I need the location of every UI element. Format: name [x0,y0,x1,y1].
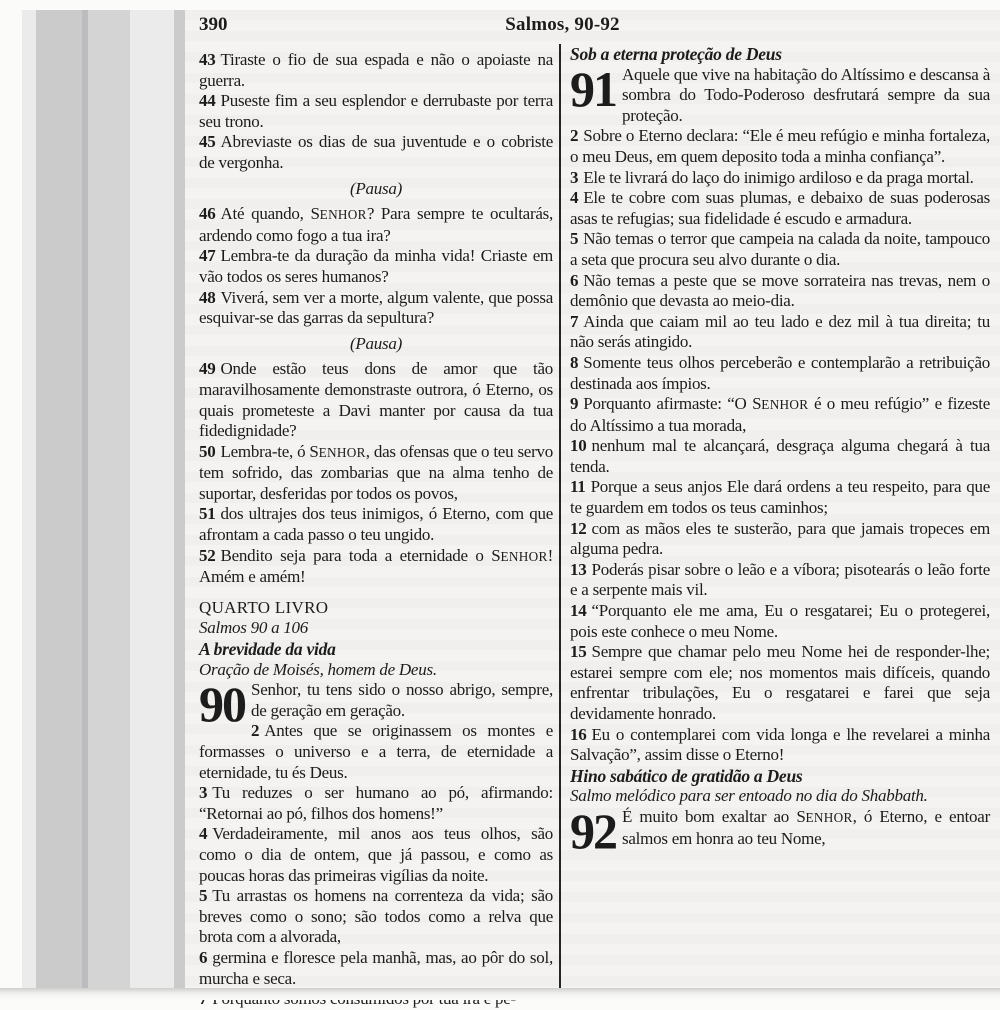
verse [199,50,553,91]
verse-number: 6 [570,270,579,290]
verse-number: 16 [570,724,587,744]
verse [199,721,553,783]
verse-number: 3 [199,783,208,803]
verse-number: 10 [570,436,587,456]
verse-text: Antes que se originassem os montes e formasses o universo e a terra, de eternidade a eternidade, tu és Deus. [199,721,553,782]
verse [570,642,990,724]
verse [570,802,990,859]
verse [199,886,553,948]
verse-text: dos ultrajes dos teus inimigos, ó Eterno, com que afrontam a cada passo o teu ungido. [199,504,553,545]
verse-number: 5 [199,886,208,906]
verse-text: Lembra-te da duração da minha vida! Criaste em vão todos os seres humanos? [199,246,553,286]
book-heading: QUARTO LIVRO [199,597,329,617]
verse-text: É muito bom exaltar ao SENHOR, ó Eterno, e entoar salmos em honra ao teu Nome, [622,806,990,848]
verse-number: 48 [199,287,216,307]
pausa-label: (Pausa) [349,178,403,198]
verse-number: 52 [199,545,216,565]
verse [570,560,990,601]
verse [199,359,553,441]
verse-number: 44 [199,91,216,111]
verse-number: 51 [199,504,216,524]
verse [570,725,990,766]
verse-number: 50 [199,441,216,461]
verse-text: Porque a seus anjos Ele dará ordens a teu respeito, para que te guardem em todos os teus caminhos; [570,477,990,518]
psalm-90-title: A brevidade da vida [199,639,336,660]
verse-number: 2 [570,126,579,146]
verse [199,504,553,545]
verse-number: 45 [199,132,216,152]
verse [570,271,990,312]
verse-number: 4 [199,824,208,844]
verse-text: germina e floresce pela manhã, mas, ao pôr do sol, murcha e seca. [199,947,553,988]
verse-text: com as mãos eles te susterão, para que jamais tropeces em alguma pedra. [570,518,990,559]
book-range: Salmos 90 a 106 [199,618,309,638]
verse-number: 7 [570,311,579,331]
verse [570,168,990,189]
verse [199,948,553,989]
verse-text: Bendito seja para toda a eternidade o SENHOR! Amém e amém! [199,545,553,587]
psalm-92-dropcap: 92 [570,802,616,859]
page-number: 390 [199,14,228,35]
running-head: Salmos, 90-92 [505,14,620,35]
verse-text: Ele te cobre com suas plumas, e debaixo de suas poderosas asas te refugias; sua fidelidade é escudo e armadura. [570,188,990,228]
verse-text: nenhum mal te alcançará, desgraça alguma chegará à tua tenda. [570,436,990,476]
verse-number: 15 [570,642,587,662]
verse [570,312,990,353]
verse-text: Lembra-te, ó SENHOR, das ofensas que o teu servo tem sofrido, das zombarias que na alma tenho de suportar, desferidas por todos os povos, [199,441,553,503]
psalm-91-title: Sob a eterna proteção de Deus [570,44,782,64]
pausa-label: (Pausa) [349,333,403,353]
verse-number: 43 [199,50,216,69]
verse-number: 6 [199,947,208,967]
verse [199,288,553,329]
verse [570,229,990,270]
verse [570,188,990,229]
verse [199,91,553,132]
verse-text: Porquanto afirmaste: “O SENHOR é o meu refúgio” e fizeste do Altíssimo a tua morada, [570,394,990,435]
verse [199,132,553,173]
verse-text: Puseste fim a seu esplendor e derrubaste por terra seu trono. [199,91,553,131]
verse-text: Até quando, SENHOR? Para sempre te ocultarás, ardendo como fogo a tua ira? [199,204,554,245]
verse [570,60,990,127]
left-column [185,44,559,1000]
verse-text: Não temas a peste que se move sorrateira nas trevas, nem o demônio que devasta ao meio-dia. [570,270,990,311]
psalm-90-subtitle: Oração de Moisés, homem de Deus. [199,659,437,679]
verse-text: Tiraste o fio de sua espada e não o apoiaste na guerra. [199,50,553,90]
psalm-92-title: Hino sabático de gratidão a Deus [570,765,803,786]
verse [199,676,553,733]
page-header [185,10,1000,44]
verse-text: Ainda que caiam mil ao teu lado e dez mil à tua direita; tu não serás atingido. [570,311,990,352]
verse-number: 46 [199,204,216,224]
verse [570,394,990,436]
verse-text: Poderás pisar sobre o leão e a víbora; pisotearás o leão forte e a serpente mais vil. [570,559,990,600]
verse-text: Somente teus olhos perceberão e contemplarão a retribuição destinada aos ímpios. [570,352,990,393]
verse-number: 2 [251,721,260,741]
verse-text: Sobre o Eterno declara: “Ele é meu refúgio e minha fortaleza, o meu Deus, em quem deposito toda a minha confiança”. [570,126,990,166]
verse-number: 4 [570,188,579,208]
verse-number: 11 [570,477,586,497]
verse [199,442,553,505]
verse-text: Onde estão teus dons de amor que tão maravilhosamente demonstraste outrora, ó Eterno, os quais prometeste a Davi manter por causa da tua fidedignidade? [199,359,553,441]
psalm-92-subtitle: Salmo melódico para ser entoado no dia do Shabbath. [570,786,928,806]
verse-text: Aquele que vive na habitação do Altíssimo e descansa à sombra do Todo-Poderoso desfrutará sempre da sua proteção. [622,64,990,125]
verse [199,246,553,287]
verse-text: Não temas o terror que campeia na calada da noite, tampouco a seta que procura seu alvo durante o dia. [570,229,990,269]
verse-number: 5 [570,229,579,249]
psalm-91-dropcap: 91 [570,60,616,117]
verse [199,783,553,824]
verse [570,477,990,518]
text-columns [185,44,1000,1000]
verse [199,204,553,246]
verse-number: 9 [570,394,579,414]
verse-text: “Porquanto ele me ama, Eu o resgatarei; Eu o protegerei, pois este conhece o meu Nome. [570,601,990,641]
verse-text: Tu reduzes o ser humano ao pó, afirmando: “Retornai ao pó, filhos dos homens!” [199,783,553,823]
verse-number: 3 [570,167,579,187]
right-column [561,44,1000,1000]
verse-number: 14 [570,601,587,621]
verse-number: 12 [570,518,587,538]
verse-number: 49 [199,359,216,379]
verse-number: 8 [570,352,579,372]
verse-text: Senhor, tu tens sido o nosso abrigo, sempre, de geração em geração. [251,680,553,720]
verse [570,436,990,477]
verse-text: Abreviaste os dias de sua juventude e o cobriste de vergonha. [199,132,553,172]
psalm-90-dropcap: 90 [199,676,245,733]
photo-bottom-edge [0,988,1000,1000]
verse-text: Tu arrastas os homens na correnteza da vida; são breves como o sono; são todos como a relva que brota com a alvorada, [199,886,553,947]
verse-number: 47 [199,246,216,266]
bible-page [185,10,1000,988]
verse-number: 13 [570,559,587,579]
verse [199,546,553,588]
verse [570,519,990,560]
verse [570,126,990,167]
book-page-edge [22,10,186,988]
verse-text: Viverá, sem ver a morte, algum valente, que possa esquivar-se das garras da sepultura? [199,287,553,328]
verse-text: Ele te livrará do laço do inimigo ardiloso e da praga mortal. [583,167,974,187]
verse-text: Eu o contemplarei com vida longa e lhe revelarei a minha Salvação”, assim disse o Eterno! [570,724,990,765]
verse-text: Verdadeiramente, mil anos aos teus olhos, são como o dia de ontem, que já passou, e como as poucas horas das primeiras vigílias da noite. [199,824,553,885]
verse-text: Sempre que chamar pelo meu Nome hei de responder-lhe; estarei sempre com ele; nos momentos mais difíceis, quando enfrentar tribulações, Eu o resgatarei e farei que seja devidamente honrado. [570,642,990,723]
verse [570,601,990,642]
verse [199,824,553,886]
verse [570,353,990,394]
